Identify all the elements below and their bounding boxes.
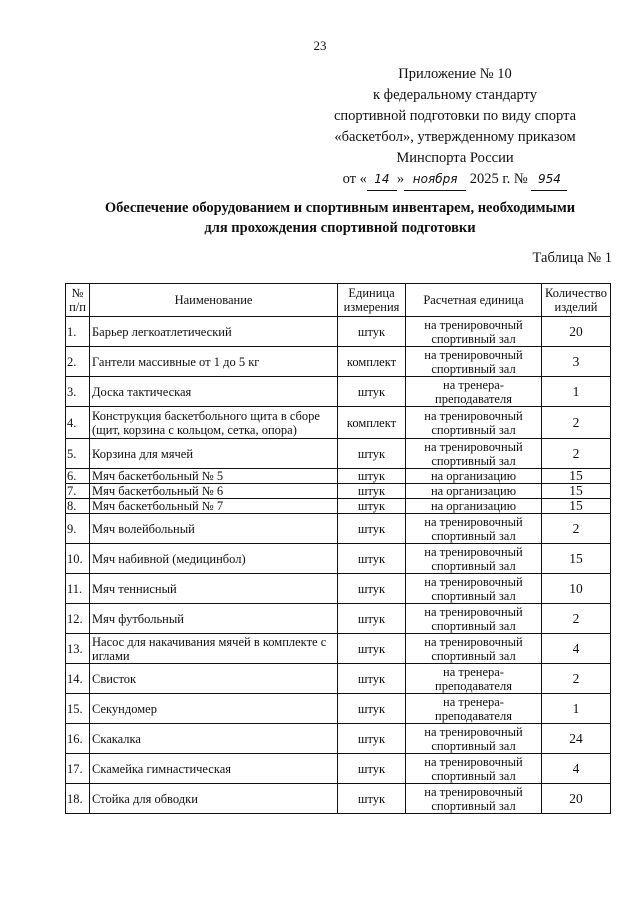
cell-name: Секундомер [90, 694, 338, 724]
cell-name: Скакалка [90, 724, 338, 754]
appendix-line-4: «баскетбол», утвержденному приказом [334, 129, 576, 145]
cell-unit: штук [338, 664, 406, 694]
order-prefix: от « [342, 171, 367, 187]
order-line [300, 169, 610, 191]
cell-unit: штук [338, 634, 406, 664]
cell-num: 3. [66, 377, 90, 407]
cell-calc: на тренировочный спортивный зал [406, 514, 542, 544]
cell-num: 12. [66, 604, 90, 634]
cell-calc: на тренировочный спортивный зал [406, 724, 542, 754]
table-label: Таблица № 1 [532, 250, 612, 266]
appendix-line-5: Минспорта России [396, 150, 514, 166]
cell-name: Мяч теннисный [90, 574, 338, 604]
table-row [66, 499, 611, 514]
cell-calc: на тренировочный спортивный зал [406, 634, 542, 664]
cell-name: Мяч волейбольный [90, 514, 338, 544]
cell-name: Доска тактическая [90, 377, 338, 407]
cell-unit: штук [338, 377, 406, 407]
cell-calc: на тренировочный спортивный зал [406, 604, 542, 634]
appendix-line-2: к федеральному стандарту [373, 87, 537, 103]
table-row [66, 317, 611, 347]
cell-unit: штук [338, 469, 406, 484]
cell-unit: штук [338, 724, 406, 754]
appendix-block [300, 64, 610, 191]
cell-unit: штук [338, 694, 406, 724]
cell-num: 5. [66, 439, 90, 469]
cell-name: Барьер легкоатлетический [90, 317, 338, 347]
table-row [66, 377, 611, 407]
cell-num: 6. [66, 469, 90, 484]
header-name: Наименование [90, 284, 338, 317]
cell-unit: штук [338, 784, 406, 814]
appendix-line-1: Приложение № 10 [398, 66, 512, 82]
cell-qty: 15 [542, 469, 611, 484]
cell-calc: на тренера-преподавателя [406, 377, 542, 407]
cell-calc: на тренировочный спортивный зал [406, 439, 542, 469]
table-row [66, 724, 611, 754]
cell-name: Мяч баскетбольный № 7 [90, 499, 338, 514]
cell-calc: на тренировочный спортивный зал [406, 574, 542, 604]
cell-name: Свисток [90, 664, 338, 694]
cell-num: 18. [66, 784, 90, 814]
cell-name: Конструкция баскетбольного щита в сборе (щит, корзина с кольцом, сетка, опора) [90, 407, 338, 439]
cell-name: Скамейка гимнастическая [90, 754, 338, 784]
cell-calc: на тренера-преподавателя [406, 694, 542, 724]
cell-calc: на тренировочный спортивный зал [406, 784, 542, 814]
order-mid: » [396, 171, 405, 187]
cell-qty: 24 [542, 724, 611, 754]
cell-qty: 2 [542, 407, 611, 439]
cell-num: 1. [66, 317, 90, 347]
cell-num: 16. [66, 724, 90, 754]
header-qty: Количество изделий [542, 284, 611, 317]
order-day-handwritten: 14 [367, 169, 397, 191]
cell-qty: 1 [542, 694, 611, 724]
cell-num: 17. [66, 754, 90, 784]
cell-name: Насос для накачивания мячей в комплекте с иглами [90, 634, 338, 664]
table-row [66, 754, 611, 784]
cell-name: Мяч баскетбольный № 6 [90, 484, 338, 499]
cell-qty: 20 [542, 784, 611, 814]
cell-num: 8. [66, 499, 90, 514]
cell-qty: 15 [542, 484, 611, 499]
cell-unit: штук [338, 514, 406, 544]
cell-unit: штук [338, 499, 406, 514]
cell-calc: на организацию [406, 469, 542, 484]
cell-qty: 4 [542, 754, 611, 784]
table-row [66, 484, 611, 499]
table-row [66, 439, 611, 469]
cell-num: 10. [66, 544, 90, 574]
cell-qty: 20 [542, 317, 611, 347]
table-row [66, 407, 611, 439]
cell-qty: 3 [542, 347, 611, 377]
cell-name: Корзина для мячей [90, 439, 338, 469]
appendix-line-3: спортивной подготовки по виду спорта [333, 108, 577, 124]
cell-name: Стойка для обводки [90, 784, 338, 814]
order-year: 2025 г. № [469, 171, 528, 187]
equipment-table [65, 283, 611, 814]
cell-unit: штук [338, 484, 406, 499]
table-row [66, 514, 611, 544]
cell-qty: 4 [542, 634, 611, 664]
cell-num: 7. [66, 484, 90, 499]
table-row [66, 694, 611, 724]
cell-unit: штук [338, 754, 406, 784]
order-number-handwritten: 954 [531, 169, 567, 191]
cell-num: 11. [66, 574, 90, 604]
cell-num: 2. [66, 347, 90, 377]
cell-calc: на организацию [406, 484, 542, 499]
table-row [66, 544, 611, 574]
cell-unit: штук [338, 604, 406, 634]
cell-name: Мяч баскетбольный № 5 [90, 469, 338, 484]
header-calc: Расчетная единица [406, 284, 542, 317]
title-line-2: для прохождения спортивной подготовки [204, 220, 476, 236]
cell-calc: на тренировочный спортивный зал [406, 317, 542, 347]
cell-qty: 15 [542, 499, 611, 514]
table-row [66, 784, 611, 814]
cell-name: Мяч набивной (медицинбол) [90, 544, 338, 574]
cell-num: 9. [66, 514, 90, 544]
cell-qty: 1 [542, 377, 611, 407]
cell-num: 4. [66, 407, 90, 439]
cell-calc: на тренера-преподавателя [406, 664, 542, 694]
cell-num: 13. [66, 634, 90, 664]
cell-unit: штук [338, 439, 406, 469]
cell-calc: на тренировочный спортивный зал [406, 544, 542, 574]
cell-qty: 10 [542, 574, 611, 604]
cell-unit: штук [338, 317, 406, 347]
table-row [66, 604, 611, 634]
header-unit: Единица измерения [338, 284, 406, 317]
table-row [66, 347, 611, 377]
cell-calc: на организацию [406, 499, 542, 514]
cell-unit: штук [338, 544, 406, 574]
cell-calc: на тренировочный спортивный зал [406, 347, 542, 377]
table-row [66, 469, 611, 484]
cell-calc: на тренировочный спортивный зал [406, 407, 542, 439]
table-row [66, 634, 611, 664]
page-number: 23 [313, 38, 327, 53]
header-num: № п/п [66, 284, 90, 317]
order-month-handwritten: ноября [404, 169, 466, 191]
cell-qty: 2 [542, 514, 611, 544]
cell-calc: на тренировочный спортивный зал [406, 754, 542, 784]
cell-num: 15. [66, 694, 90, 724]
cell-qty: 2 [542, 664, 611, 694]
cell-qty: 2 [542, 439, 611, 469]
table-row [66, 574, 611, 604]
cell-qty: 15 [542, 544, 611, 574]
document-title [40, 198, 640, 238]
cell-name: Гантели массивные от 1 до 5 кг [90, 347, 338, 377]
title-line-1: Обеспечение оборудованием и спортивным инвентарем, необходимыми [104, 200, 576, 216]
cell-qty: 2 [542, 604, 611, 634]
cell-num: 14. [66, 664, 90, 694]
cell-unit: комплект [338, 407, 406, 439]
cell-unit: штук [338, 574, 406, 604]
cell-unit: комплект [338, 347, 406, 377]
table-header-row [66, 284, 611, 317]
cell-name: Мяч футбольный [90, 604, 338, 634]
table-row [66, 664, 611, 694]
